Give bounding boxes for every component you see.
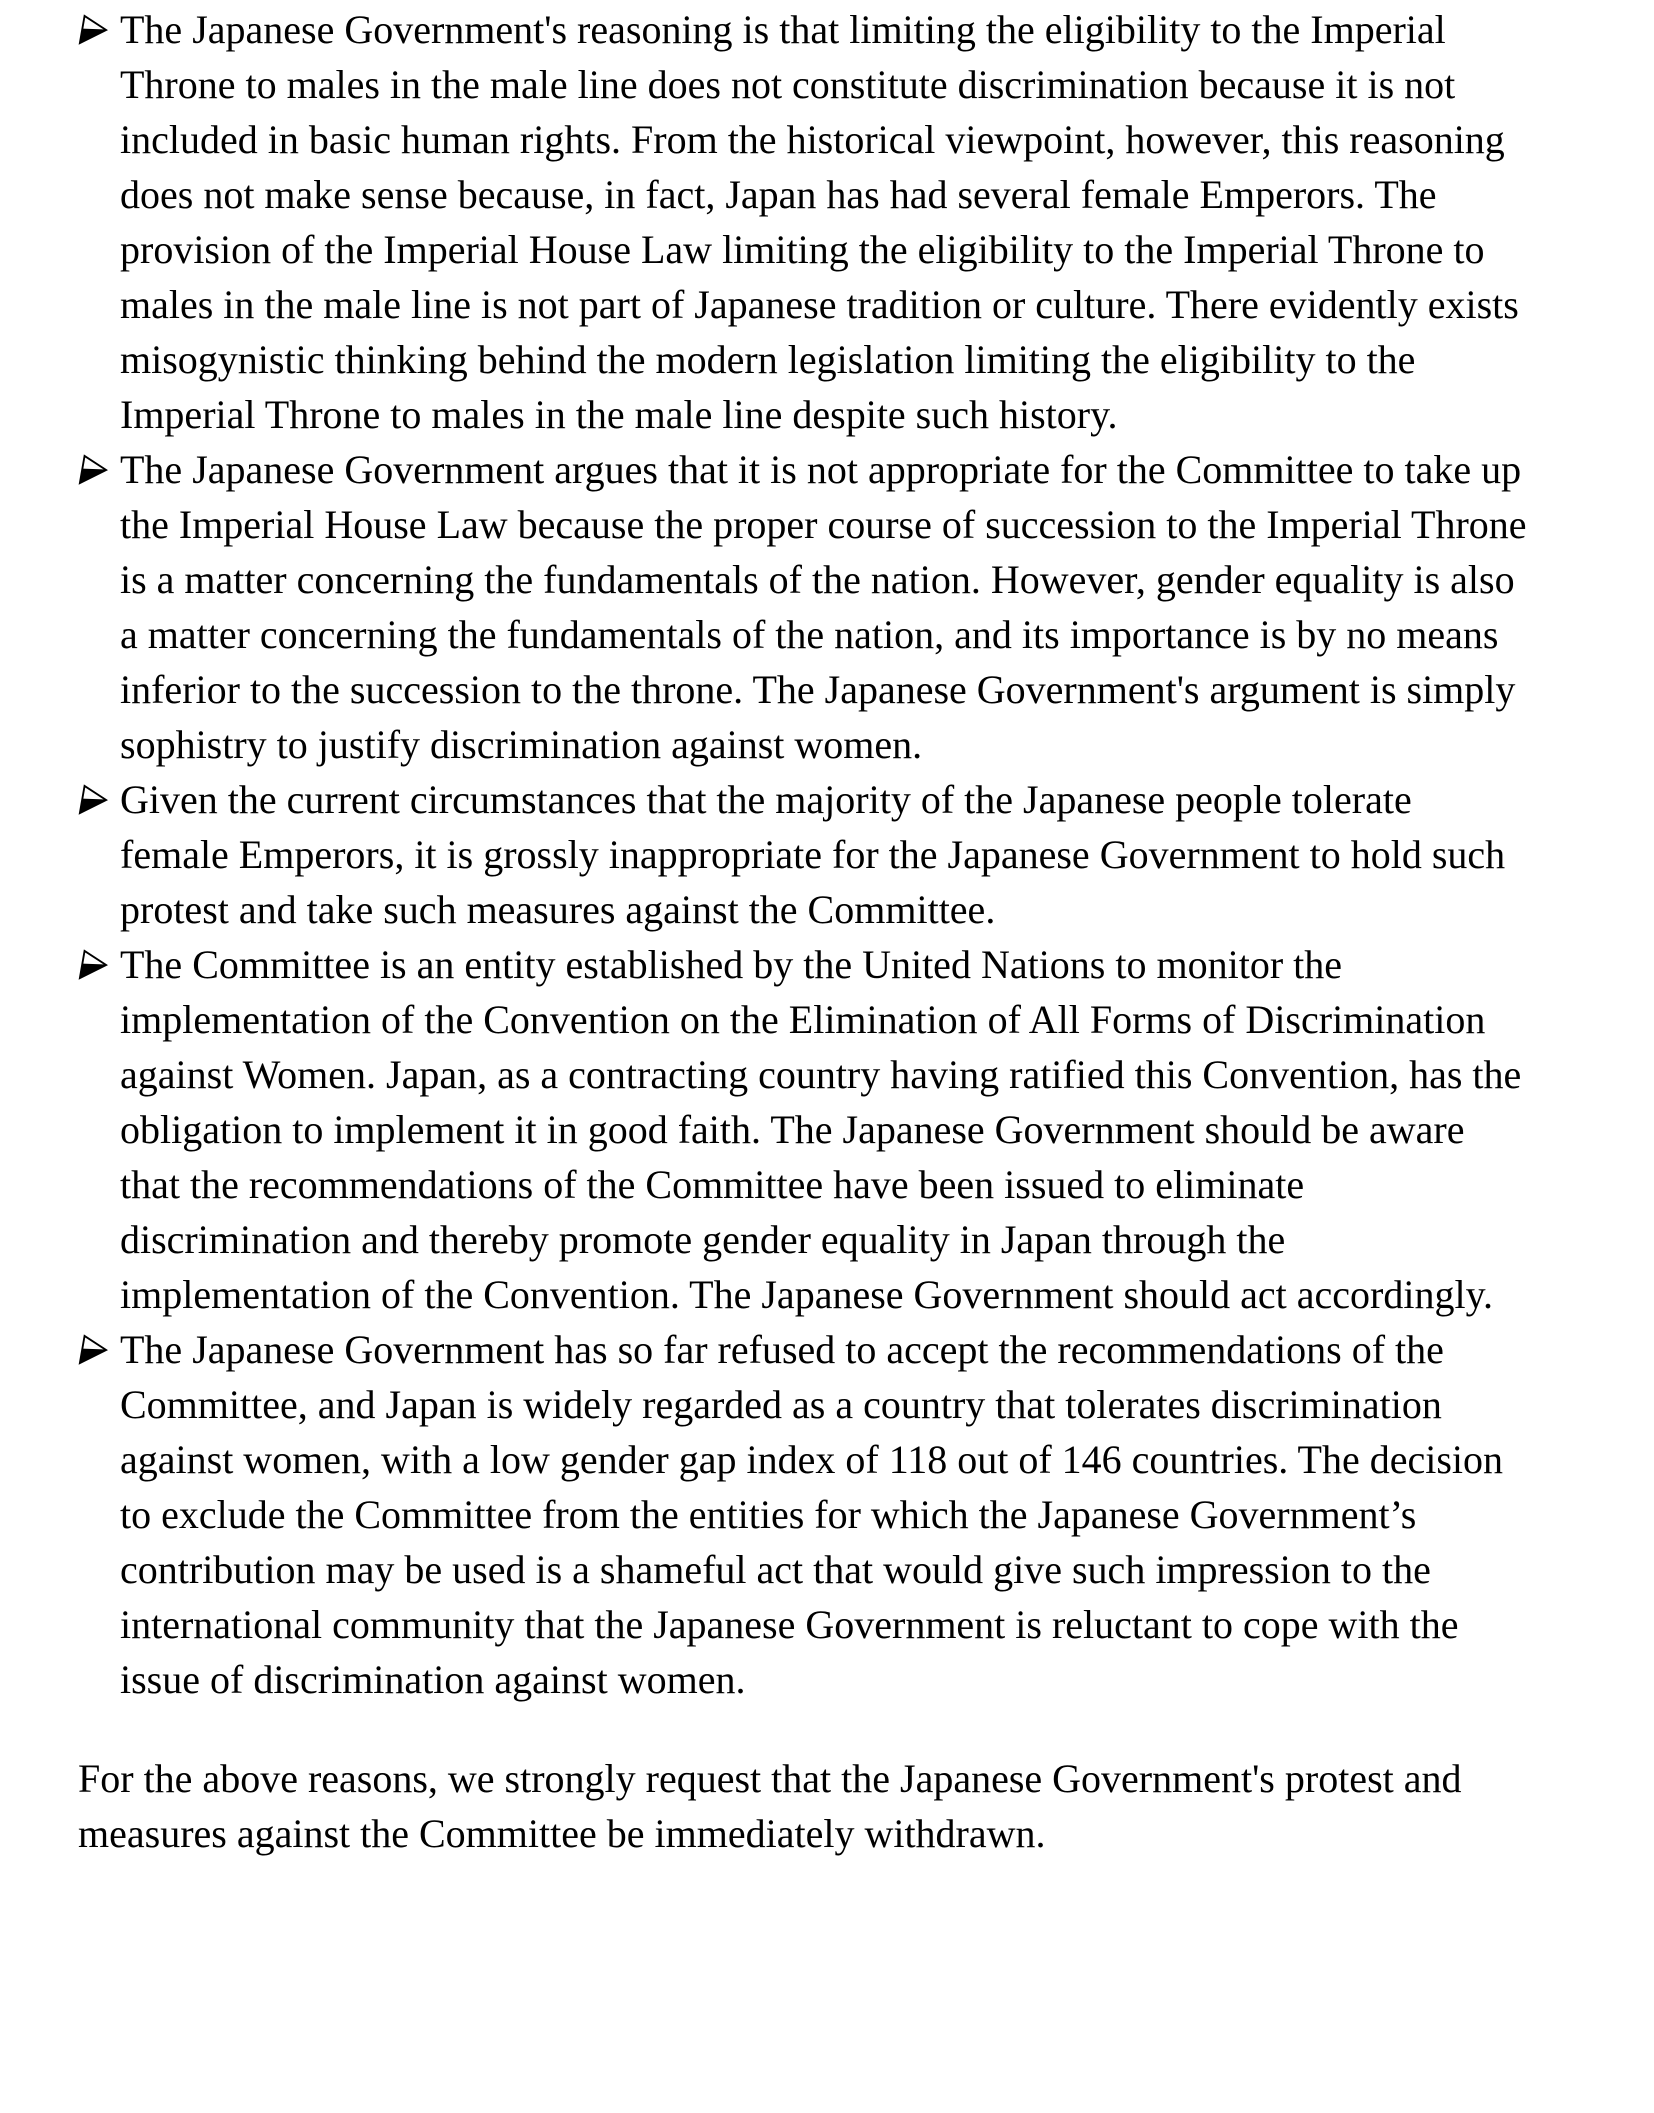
- bullet-item-text: The Japanese Government has so far refused to accept the recommendations of the Committee, and Japan is widely regarded as a country that tolerates discrimination against women, with a low gender gap index of 118 out of 146 countries. The decision to exclude the Committee from the entities for which the Japanese Government’s contribution may be used is a shameful act that would give such impression to the international community that the Japanese Government is reluctant to cope with the issue of discrimination against women.: [120, 1327, 1504, 1702]
- bullet-item-text: Given the current circumstances that the majority of the Japanese people tolerate female Emperors, it is grossly inappropriate for the Japanese Government to hold such protest and take such measures against the Committee.: [120, 777, 1506, 932]
- arrow-bullet-icon: [78, 949, 108, 981]
- bullet-item-text: The Committee is an entity established by the United Nations to monitor the implementation of the Convention on the Elimination of All Forms of Discrimination against Women. Japan, as a contracting country having ratified this Convention, has the obligation to implement it in good faith. The Japanese Government should be aware that the recommendations of the Committee have been issued to eliminate discrimination and thereby promote gender equality in Japan through the implementation of the Convention. The Japanese Government should act accordingly.: [120, 942, 1522, 1317]
- closing-paragraph: For the above reasons, we strongly request that the Japanese Government's protest and measures against the Committee be immediately withdrawn.: [78, 1756, 1462, 1856]
- list-item: [78, 442, 1527, 772]
- list-item: [78, 1322, 1527, 1707]
- arrow-bullet-icon: [78, 784, 108, 816]
- bullet-item-text: The Japanese Government's reasoning is that limiting the eligibility to the Imperial Throne to males in the male line does not constitute discrimination because it is not included in basic human rights. From the historical viewpoint, however, this reasoning does not make sense because, in fact, Japan has had several female Emperors. The provision of the Imperial House Law limiting the eligibility to the Imperial Throne to males in the male line is not part of Japanese tradition or culture. There evidently exists misogynistic thinking behind the modern legislation limiting the eligibility to the Imperial Throne to males in the male line despite such history.: [120, 7, 1519, 437]
- arrow-bullet-icon: [78, 454, 108, 486]
- bullet-list: [78, 2, 1527, 1707]
- arrow-bullet-icon: [78, 1334, 108, 1366]
- list-item: [78, 937, 1527, 1322]
- list-item: [78, 2, 1527, 442]
- list-item: [78, 772, 1527, 937]
- arrow-bullet-icon: [78, 14, 108, 46]
- bullet-item-text: The Japanese Government argues that it is not appropriate for the Committee to take up the Imperial House Law because the proper course of succession to the Imperial Throne is a matter concerning the fundamentals of the nation. However, gender equality is also a matter concerning the fundamentals of the nation, and its importance is by no means inferior to the succession to the throne. The Japanese Government's argument is simply sophistry to justify discrimination against women.: [120, 447, 1527, 767]
